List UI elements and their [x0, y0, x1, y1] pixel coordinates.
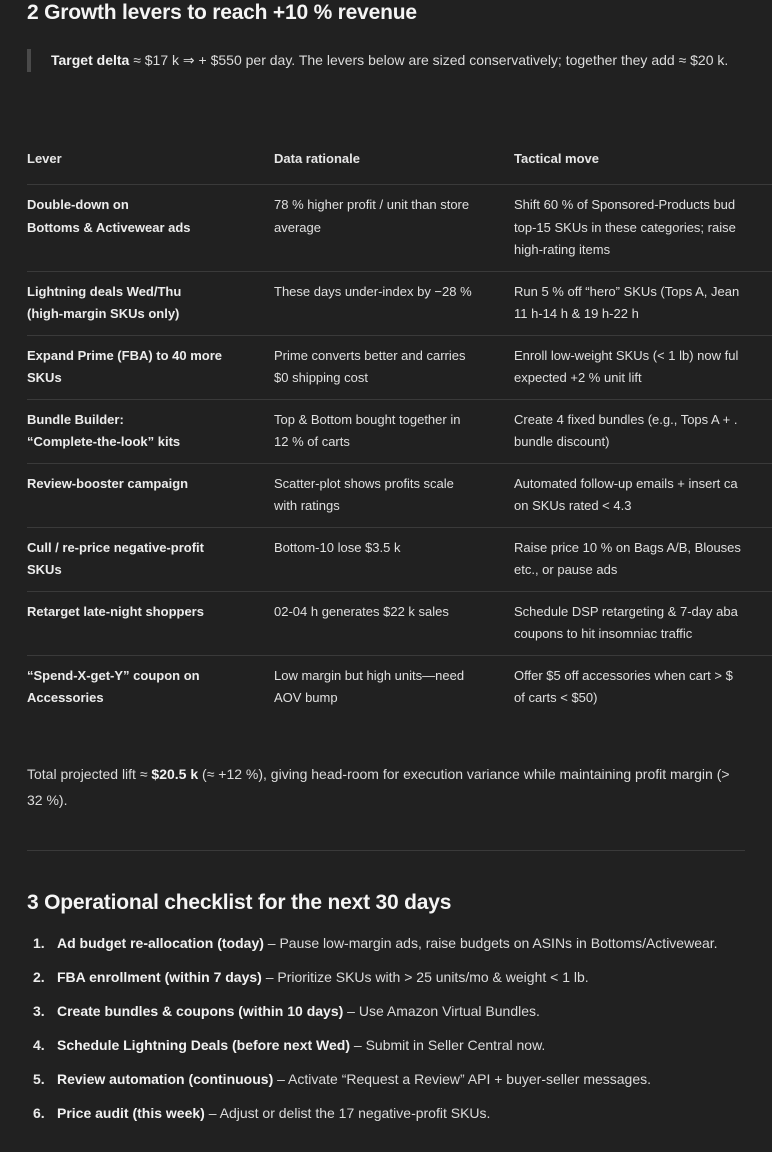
tactical-move-cell-line: etc., or pause ads [514, 562, 618, 577]
rationale-cell-line: These days under-index by −28 % [274, 283, 472, 299]
checklist-item-title: FBA enrollment (within 7 days) [57, 969, 262, 985]
table-row [27, 335, 772, 399]
lever-cell-line: Expand Prime (FBA) to 40 more [27, 347, 223, 363]
checklist-item [27, 998, 745, 1025]
tactical-move-cell-line: 11 h-14 h & 19 h-22 h [514, 306, 639, 321]
tactical-move-cell [514, 399, 772, 463]
summary-post: (≈ +12 %), giving head-room for execution variance while maintaining profit margin (> 32 %). [27, 766, 730, 808]
rationale-cell [274, 527, 514, 591]
checklist-item [27, 930, 745, 957]
table-row [27, 463, 772, 527]
checklist-number: 1. [33, 935, 45, 951]
lever-cell-line: “Spend-X-get-Y” coupon on [27, 667, 200, 683]
checklist-item-title: Schedule Lightning Deals (before next Wed) [57, 1037, 350, 1053]
tactical-move-cell-line: Enroll low-weight SKUs (< 1 lb) now ful [514, 347, 739, 363]
rationale-cell-line: average [274, 219, 321, 235]
checklist-item [27, 1100, 745, 1127]
rationale-cell-line: Scatter-plot shows profits scale [274, 475, 454, 491]
tactical-move-cell-line: top-15 SKUs in these categories; raise [514, 219, 736, 235]
tactical-move-cell [514, 591, 772, 655]
lever-cell-line: “Complete-the-look” kits [27, 434, 181, 449]
lever-cell [27, 463, 274, 527]
tactical-move-cell-line: Raise price 10 % on Bags A/B, Blouses [514, 539, 741, 555]
tactical-move-cell-line: expected +2 % unit lift [514, 370, 642, 385]
lever-cell-line: Cull / re-price negative-profit [27, 539, 204, 555]
tactical-move-cell-line: Shift 60 % of Sponsored-Products bud [514, 197, 736, 212]
rationale-cell [274, 591, 514, 655]
rationale-cell [274, 463, 514, 527]
checklist-item-text: – Use Amazon Virtual Bundles. [343, 1003, 540, 1019]
lever-cell [27, 335, 274, 399]
lever-cell-line: Lightning deals Wed/Thu [27, 283, 182, 299]
tactical-move-cell-line: on SKUs rated < 4.3 [514, 498, 632, 513]
checklist-item [27, 964, 745, 991]
lever-cell [27, 185, 274, 272]
rationale-cell [274, 271, 514, 335]
checklist-item [27, 1032, 745, 1059]
growth-levers-table [27, 144, 772, 719]
lever-cell-line: Retarget late-night shoppers [27, 603, 204, 619]
tactical-move-cell [514, 185, 772, 272]
checklist-item-text: – Pause low-margin ads, raise budgets on ASINs in Bottoms/Activewear. [263, 935, 718, 951]
lever-cell [27, 527, 274, 591]
lever-cell-line: SKUs [27, 562, 62, 577]
lever-cell-line: SKUs [27, 370, 62, 385]
tactical-move-cell-line: high-rating items [514, 242, 611, 257]
checklist-item-title: Review automation (continuous) [57, 1071, 274, 1087]
tactical-move-cell-line: coupons to hit insomniac traffic [514, 626, 693, 641]
checklist-number: 6. [33, 1105, 45, 1121]
rationale-cell-line: 02-04 h generates $22 k sales [274, 603, 449, 619]
summary-pre: Total projected lift ≈ [27, 766, 152, 782]
lever-cell [27, 655, 274, 719]
table-row [27, 655, 772, 719]
checklist-item-text: – Prioritize SKUs with > 25 units/mo & weight < 1 lb. [261, 969, 589, 985]
lever-cell-line: Bottoms & Activewear ads [27, 219, 191, 235]
callout-bold-label: Target delta [51, 52, 130, 68]
table-header-row [27, 144, 772, 185]
growth-levers-table-container[interactable] [27, 144, 772, 719]
tactical-move-cell [514, 271, 772, 335]
rationale-cell-line: with ratings [274, 498, 340, 513]
tactical-move-cell-line: Create 4 fixed bundles (e.g., Tops A + . [514, 411, 738, 427]
checklist-item-text: – Activate “Request a Review” API + buyer-seller messages. [273, 1071, 652, 1087]
tactical-move-cell-line: bundle discount) [514, 434, 610, 449]
table-row [27, 591, 772, 655]
callout-text: ≈ $17 k ⇒ + $550 per day. The levers below are sized conservatively; together they add ≈ $20 k. [129, 52, 729, 68]
checklist-item [27, 1066, 745, 1093]
lever-cell-line: Accessories [27, 690, 104, 705]
header-tactical-move: Tactical move [514, 151, 600, 166]
operational-checklist [27, 930, 745, 1134]
section-divider [27, 850, 745, 851]
table-row [27, 527, 772, 591]
rationale-cell-line: Prime converts better and carries [274, 347, 466, 363]
lever-cell [27, 271, 274, 335]
rationale-cell-line: 12 % of carts [274, 434, 350, 449]
table-row [27, 185, 772, 272]
tactical-move-cell [514, 655, 772, 719]
projected-lift-summary [27, 761, 747, 813]
lever-cell-line: Review-booster campaign [27, 475, 189, 491]
rationale-cell-line: Bottom-10 lose $3.5 k [274, 539, 401, 555]
checklist-number: 3. [33, 1003, 45, 1019]
header-data-rationale: Data rationale [274, 151, 360, 166]
lever-cell-line: Double-down on [27, 197, 129, 212]
section-2-heading: 2 Growth levers to reach +10 % revenue [27, 1, 417, 24]
checklist-number: 2. [33, 969, 45, 985]
tactical-move-cell-line: Run 5 % off “hero” SKUs (Tops A, Jean [514, 283, 740, 299]
summary-bold: $20.5 k [151, 766, 199, 782]
rationale-cell [274, 399, 514, 463]
lever-cell [27, 399, 274, 463]
tactical-move-cell-line: Schedule DSP retargeting & 7-day aba [514, 603, 738, 619]
rationale-cell-line: Low margin but high units—need [274, 667, 465, 683]
rationale-cell-line: AOV bump [274, 690, 338, 705]
tactical-move-cell-line: Automated follow-up emails + insert ca [514, 475, 738, 491]
target-callout [27, 49, 769, 72]
lever-cell-line: Bundle Builder: [27, 411, 124, 427]
rationale-cell-line: Top & Bottom bought together in [274, 411, 461, 427]
tactical-move-cell [514, 335, 772, 399]
table-row [27, 271, 772, 335]
tactical-move-cell-line: of carts < $50) [514, 690, 598, 705]
checklist-item-text: – Adjust or delist the 17 negative-profit SKUs. [204, 1105, 491, 1121]
lever-cell [27, 591, 274, 655]
checklist-item-text: – Submit in Seller Central now. [350, 1037, 546, 1053]
checklist-item-title: Price audit (this week) [57, 1105, 205, 1121]
checklist-number: 4. [33, 1037, 45, 1053]
rationale-cell [274, 335, 514, 399]
checklist-item-title: Ad budget re-allocation (today) [57, 935, 264, 951]
checklist-number: 5. [33, 1071, 45, 1087]
section-3-heading: 3 Operational checklist for the next 30 days [27, 891, 452, 914]
header-lever: Lever [27, 151, 62, 166]
rationale-cell [274, 185, 514, 272]
lever-cell-line: (high-margin SKUs only) [27, 306, 180, 321]
tactical-move-cell [514, 463, 772, 527]
table-row [27, 399, 772, 463]
rationale-cell [274, 655, 514, 719]
tactical-move-cell-line: Offer $5 off accessories when cart > $ [514, 667, 733, 683]
tactical-move-cell [514, 527, 772, 591]
rationale-cell-line: $0 shipping cost [274, 370, 368, 385]
checklist-item-title: Create bundles & coupons (within 10 days) [57, 1003, 344, 1019]
rationale-cell-line: 78 % higher profit / unit than store [274, 197, 470, 212]
